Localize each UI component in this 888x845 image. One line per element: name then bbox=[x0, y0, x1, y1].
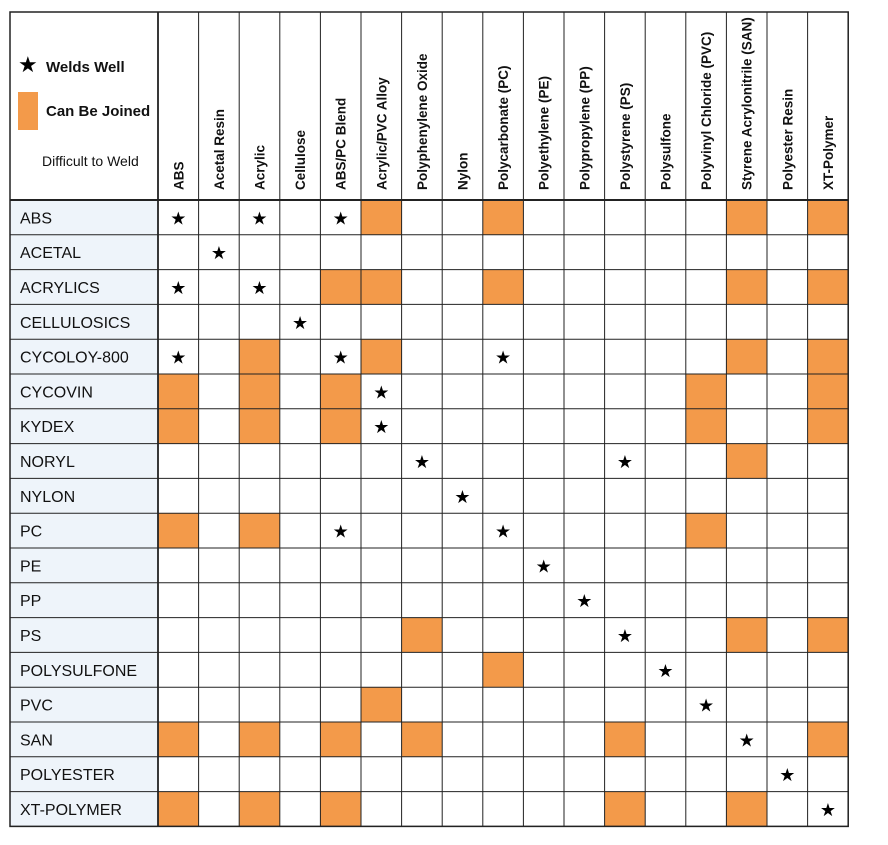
cell-joined bbox=[808, 374, 849, 409]
cell-welds-well-star-icon: ★ bbox=[251, 278, 268, 299]
cell-welds-well-star-icon: ★ bbox=[170, 278, 187, 299]
cell-joined bbox=[239, 409, 280, 444]
cell-joined bbox=[402, 618, 443, 653]
cell-welds-well-star-icon: ★ bbox=[332, 347, 349, 369]
cell-joined bbox=[483, 200, 524, 235]
cell-welds-well-star-icon: ★ bbox=[251, 208, 268, 230]
cell-joined bbox=[808, 618, 849, 653]
cell-welds-well-star-icon: ★ bbox=[292, 312, 309, 334]
column-label: XT-Polymer bbox=[820, 115, 836, 190]
row-label: SAN bbox=[20, 732, 53, 750]
cell-welds-well-star-icon: ★ bbox=[454, 486, 471, 508]
row-label: ACRYLICS bbox=[20, 280, 100, 297]
cell-joined bbox=[726, 339, 767, 374]
legend-difficult: Difficult to Weld bbox=[42, 153, 139, 169]
column-label: Polyphenylene Oxide bbox=[414, 53, 430, 190]
cell-joined bbox=[686, 409, 727, 444]
cell-joined bbox=[483, 270, 524, 305]
cell-joined bbox=[483, 652, 524, 687]
cell-welds-well-star-icon: ★ bbox=[373, 382, 390, 404]
cell-joined bbox=[402, 722, 443, 757]
row-label: PP bbox=[20, 593, 42, 611]
cell-joined bbox=[808, 200, 849, 235]
row-label: CELLULOSICS bbox=[20, 314, 131, 332]
row-label: PE bbox=[20, 558, 42, 576]
cell-welds-well-star-icon: ★ bbox=[170, 347, 187, 369]
column-label: Polysulfone bbox=[658, 113, 674, 190]
cell-joined bbox=[686, 513, 727, 548]
row-label: NYLON bbox=[20, 488, 76, 506]
cell-welds-well-star-icon: ★ bbox=[576, 591, 593, 613]
column-label: Polypropylene (PP) bbox=[577, 66, 593, 190]
cell-joined bbox=[726, 618, 767, 653]
cell-joined bbox=[361, 270, 402, 305]
row-label: XT-POLYMER bbox=[20, 802, 122, 819]
cell-welds-well-star-icon: ★ bbox=[413, 452, 430, 473]
cell-welds-well-star-icon: ★ bbox=[373, 417, 390, 439]
cell-joined bbox=[808, 722, 849, 757]
cell-joined bbox=[605, 722, 646, 757]
cell-joined bbox=[158, 722, 199, 757]
legend-joined-swatch bbox=[18, 92, 38, 130]
cell-joined bbox=[320, 722, 361, 757]
cell-joined bbox=[158, 513, 199, 548]
cell-joined bbox=[320, 270, 361, 305]
legend bbox=[18, 53, 150, 169]
column-label: Polyester Resin bbox=[780, 88, 796, 190]
cell-joined bbox=[726, 270, 767, 305]
cell-welds-well-star-icon: ★ bbox=[657, 660, 674, 682]
column-label: Styrene Acrylonitrile (SAN) bbox=[739, 17, 755, 190]
cell-joined bbox=[320, 374, 361, 409]
cell-joined bbox=[361, 200, 402, 235]
cell-joined bbox=[239, 374, 280, 409]
row-label: CYCOVIN bbox=[20, 384, 93, 402]
cell-joined bbox=[808, 409, 849, 444]
column-label: Cellulose bbox=[293, 129, 309, 190]
row-label: KYDEX bbox=[20, 419, 75, 437]
cell-joined bbox=[361, 687, 402, 722]
cell-welds-well-star-icon: ★ bbox=[779, 765, 796, 787]
column-label: ABS/PC Blend bbox=[333, 97, 349, 190]
legend-can-be-joined: Can Be Joined bbox=[46, 103, 151, 120]
cell-joined bbox=[158, 792, 199, 827]
column-label: Acrylic bbox=[252, 144, 268, 190]
cell-welds-well-star-icon: ★ bbox=[616, 452, 633, 473]
cell-joined bbox=[320, 792, 361, 827]
column-label: Polyethylene (PE) bbox=[536, 75, 552, 190]
column-label: Polyvinyl Chloride (PVC) bbox=[699, 31, 715, 190]
legend-star-icon: ★ bbox=[18, 53, 38, 78]
cell-joined bbox=[726, 444, 767, 479]
cell-joined bbox=[320, 409, 361, 444]
cell-joined bbox=[158, 409, 199, 444]
cell-joined bbox=[239, 792, 280, 827]
row-label: ABS bbox=[20, 210, 53, 228]
cell-welds-well-star-icon: ★ bbox=[495, 521, 512, 543]
column-label: Polycarbonate (PC) bbox=[496, 65, 512, 190]
row-label: POLYESTER bbox=[20, 767, 115, 785]
cell-welds-well-star-icon: ★ bbox=[210, 243, 227, 265]
cell-welds-well-star-icon: ★ bbox=[738, 730, 755, 752]
row-label: ACETAL bbox=[20, 245, 82, 263]
column-label: Acetal Resin bbox=[211, 108, 227, 190]
column-label: Polystyrene (PS) bbox=[617, 82, 633, 190]
legend-welds-well: Welds Well bbox=[46, 59, 125, 76]
cell-joined bbox=[808, 339, 849, 374]
column-label: ABS bbox=[171, 161, 187, 190]
row-label: NORYL bbox=[20, 454, 75, 471]
cell-joined bbox=[239, 339, 280, 374]
row-label: PVC bbox=[20, 697, 53, 715]
row-label: POLYSULFONE bbox=[20, 662, 138, 680]
cell-joined bbox=[726, 200, 767, 235]
cell-welds-well-star-icon: ★ bbox=[332, 521, 349, 543]
cell-joined bbox=[361, 339, 402, 374]
row-label: CYCOLOY-800 bbox=[20, 349, 129, 367]
cell-joined bbox=[239, 722, 280, 757]
column-label: Nylon bbox=[455, 152, 471, 190]
cell-joined bbox=[686, 374, 727, 409]
cell-joined bbox=[605, 792, 646, 827]
cell-joined bbox=[239, 513, 280, 548]
cell-welds-well-star-icon: ★ bbox=[332, 208, 349, 230]
cell-welds-well-star-icon: ★ bbox=[170, 208, 187, 230]
cell-joined bbox=[158, 374, 199, 409]
cell-welds-well-star-icon: ★ bbox=[535, 556, 552, 578]
row-label: PC bbox=[20, 523, 43, 541]
cell-welds-well-star-icon: ★ bbox=[819, 800, 836, 821]
column-label: Acrylic/PVC Alloy bbox=[374, 77, 390, 190]
cell-joined bbox=[726, 792, 767, 827]
cell-welds-well-star-icon: ★ bbox=[616, 626, 633, 647]
cell-welds-well-star-icon: ★ bbox=[698, 695, 715, 717]
row-label: PS bbox=[20, 628, 42, 645]
cell-welds-well-star-icon: ★ bbox=[495, 347, 512, 369]
cell-joined bbox=[808, 270, 849, 305]
